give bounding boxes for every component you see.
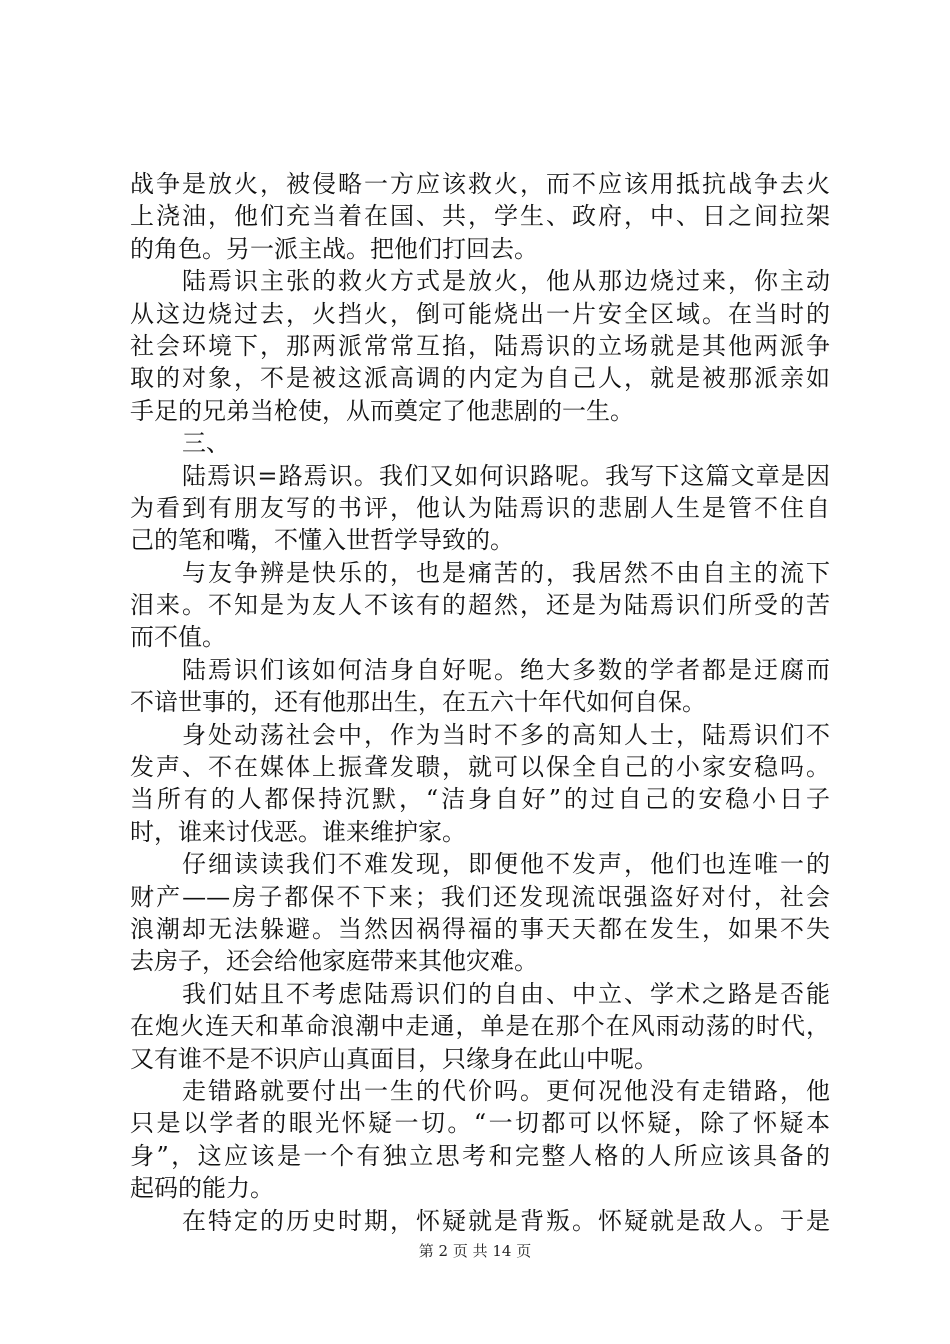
body-text [130,168,830,1237]
text-line: 去房子，还会给他家庭带来其他灾难。 [130,947,538,976]
text-line: 陆焉识们该如何洁身自好呢。绝大多数的学者都是迂腐而 [182,655,830,684]
text-line: 走错路就要付出一生的代价吗。更何况他没有走错路，他 [182,1076,830,1105]
text-line: 浪潮却无法躲避。当然因祸得福的事天天都在发生，如果不失 [130,914,830,943]
text-line: 只是以学者的眼光怀疑一切。“一切都可以怀疑，除了怀疑本 [130,1109,830,1138]
text-line: 的角色。另一派主战。把他们打回去。 [130,234,538,263]
text-line: 陆焉识主张的救火方式是放火，他从那边烧过来，你主动 [182,267,830,296]
text-line: 三、 [182,429,230,458]
text-line: 发声、不在媒体上振聋发聩，就可以保全自己的小家安稳吗。 [130,753,830,782]
text-line: 上浇油，他们充当着在国、共，学生、政府，中、日之间拉架 [130,202,830,231]
text-line: 战争是放火，被侵略一方应该救火，而不应该用抵抗战争去火 [130,170,830,198]
text-line: 陆焉识=路焉识。我们又如何识路呢。我写下这篇文章是因 [182,461,830,490]
text-line: 为看到有朋友写的书评，他认为陆焉识的悲剧人生是管不住自 [130,493,830,522]
text-line: 手足的兄弟当枪使，从而奠定了他悲剧的一生。 [130,396,634,425]
text-line: 在炮火连天和革命浪潮中走通，单是在那个在风雨动荡的时代， [130,1012,830,1041]
text-line: 仔细读读我们不难发现，即便他不发声，他们也连唯一的 [182,850,830,879]
text-line: 与友争辨是快乐的，也是痛苦的，我居然不由自主的流下 [182,558,830,587]
text-line: 己的笔和嘴，不懂入世哲学导致的。 [130,526,514,555]
text-line: 身”，这应该是一个有独立思考和完整人格的人所应该具备的 [130,1141,830,1170]
text-line: 身处动荡社会中，作为当时不多的高知人士，陆焉识们不 [182,720,830,749]
text-line: 我们姑且不考虑陆焉识们的自由、中立、学术之路是否能 [182,979,830,1008]
text-line: 不谙世事的，还有他那出生，在五六十年代如何自保。 [130,688,706,717]
text-line: 在特定的历史时期，怀疑就是背叛。怀疑就是敌人。于是 [182,1206,830,1235]
text-line: 起码的能力。 [130,1174,274,1203]
text-line: 泪来。不知是为友人不该有的超然，还是为陆焉识们所受的苦 [130,591,830,620]
page-footer: 第 2 页 共 14 页 [418,1242,532,1260]
text-line: 而不值。 [130,623,226,652]
text-line: 当所有的人都保持沉默，“洁身自好”的过自己的安稳小日子 [130,785,830,814]
text-line: 社会环境下，那两派常常互掐，陆焉识的立场就是其他两派争 [130,331,830,360]
text-line: 又有谁不是不识庐山真面目，只缘身在此山中呢。 [130,1044,658,1073]
text-line: 时，谁来讨伐恶。谁来维护家。 [130,817,466,846]
text-line: 从这边烧过去，火挡火，倒可能烧出一片安全区域。在当时的 [130,299,830,328]
text-line: 财产——房子都保不下来；我们还发现流氓强盗好对付，社会 [130,882,830,911]
text-line: 取的对象，不是被这派高调的内定为自己人，就是被那派亲如 [130,364,830,393]
